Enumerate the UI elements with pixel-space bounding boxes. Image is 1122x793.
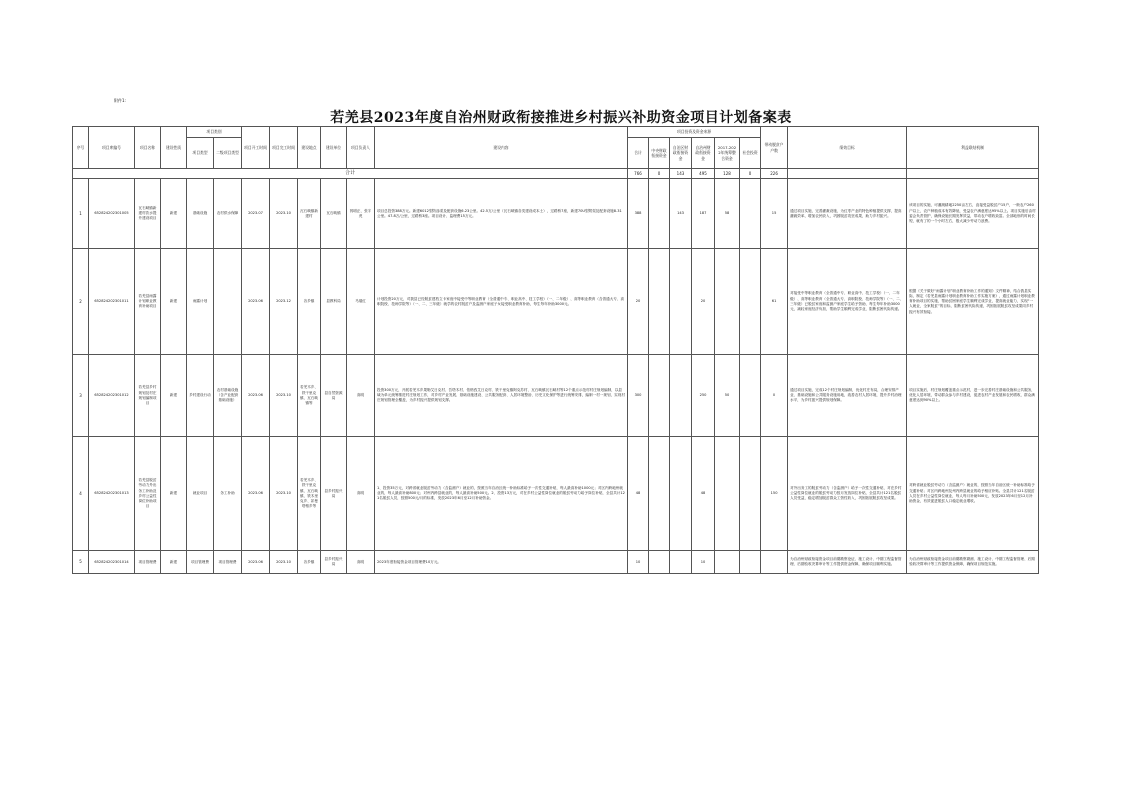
header-unit: 建设单位 xyxy=(321,127,347,169)
row-unit: 县自然资源局 xyxy=(321,355,347,437)
row-person: 高明 xyxy=(347,355,375,437)
row-start: 2023.06 xyxy=(242,249,270,355)
row-code: 652824202301005 xyxy=(89,179,135,249)
row-central xyxy=(649,437,670,551)
summary-central: 0 xyxy=(649,169,670,179)
header-end: 项目完工时间 xyxy=(270,127,298,169)
row-end: 2023.10 xyxy=(270,355,298,437)
row-person: 马瑞红 xyxy=(347,249,375,355)
row-seq: 3 xyxy=(73,355,89,437)
row-start: 2023.06 xyxy=(242,355,270,437)
header-cat1: 项目类型 xyxy=(187,138,214,169)
row-end: 2023.10 xyxy=(270,179,298,249)
summary-benefit xyxy=(907,169,1039,179)
row-integration xyxy=(715,437,740,551)
summary-row xyxy=(73,169,1039,179)
row-central xyxy=(649,551,670,574)
row-name: 瓦石峡镇新建村饮水提升建设项目 xyxy=(135,179,161,249)
header-code: 项目库编号 xyxy=(89,127,135,169)
row-households xyxy=(761,551,788,574)
header-location: 建设地点 xyxy=(298,127,321,169)
row-central xyxy=(649,179,670,249)
row-performance: 通过项目实施，完善灌溉设施，为红枣产业的特色种植提供支撑，提高灌溉效率，增加农民收入，巩固脱贫攻坚成果，助力乡村振兴。 xyxy=(788,179,907,249)
row-seq: 2 xyxy=(73,249,89,355)
header-autonomous: 自治区财政衔接资金 xyxy=(670,138,692,169)
row-seq: 5 xyxy=(73,551,89,574)
row-performance: 为自治州财政衔接资金项目前期勘察论证、施工设计、中期工程监督管理、后期验收决算审计等工作提供资金保障，确保项目顺利实施。 xyxy=(788,551,907,574)
row-social xyxy=(740,249,761,355)
row-unit: 县乡村振兴局 xyxy=(321,437,347,551)
row-person: 高明 xyxy=(347,437,375,551)
row-total: 388 xyxy=(628,179,649,249)
row-benefit: 为自治州财政衔接资金项目前期勘察勘测、施工设计、中期工程监督管理、后期验收决算审计等工作提供资金保障，确保项目规范实施。 xyxy=(907,551,1039,574)
header-person: 项目负责人 xyxy=(347,127,375,169)
row-autonomous xyxy=(670,249,692,355)
row-location: 瓦石峡镇新建村 xyxy=(298,179,321,249)
row-code: 652824202301012 xyxy=(89,355,135,437)
row-total: 20 xyxy=(628,249,649,355)
row-cat2: 农村基础设施（含产业配套基础设施） xyxy=(214,355,242,437)
row-end: 2023.10 xyxy=(270,437,298,551)
row-social xyxy=(740,551,761,574)
row-social xyxy=(740,179,761,249)
row-autonomous xyxy=(670,437,692,551)
row-central xyxy=(649,249,670,355)
row-cat1: 乡村建设行动 xyxy=(187,355,214,437)
row-benefit: 根据《关于做好“雨露计划”职业教育补助工作的通知》文件精神，结合我县实际，制定《若羌县雨露计划职业教育补助工作实施方案》，通过雨露计划职业教育补助项目的实施，帮助贫困家庭学生顺利完成学业，提高就业能力，实现“一人就业，全家脱贫”的目标，阻断贫困代际传递，巩固拓展脱贫攻坚成果同乡村振兴有效衔接。 xyxy=(907,249,1039,355)
project-table xyxy=(72,126,1039,574)
row-cat1: 雨露计划 xyxy=(187,249,214,355)
row-central xyxy=(649,355,670,437)
row-end: 2023.12 xyxy=(270,249,298,355)
row-unit: 县教科局 xyxy=(321,249,347,355)
document-title: 若羌县2023年度自治州财政衔接推进乡村振兴补助资金项目计划备案表 xyxy=(330,110,792,126)
table-row xyxy=(73,551,1039,574)
row-prefecture: 20 xyxy=(692,249,715,355)
header-social: 社会投资 xyxy=(740,138,761,169)
row-end: 2023.10 xyxy=(270,551,298,574)
row-prefecture: 187 xyxy=(692,179,715,249)
row-seq: 1 xyxy=(73,179,89,249)
row-build-type: 新建 xyxy=(161,179,187,249)
row-build-type: 新建 xyxy=(161,437,187,551)
header-integration: 2017-2022年统筹整合资金 xyxy=(715,138,740,169)
row-social xyxy=(740,437,761,551)
row-cat2 xyxy=(214,249,242,355)
row-name: 若羌县乡村规划及村庄规划编制项目 xyxy=(135,355,161,437)
summary-households: 226 xyxy=(761,169,788,179)
row-prefecture: 10 xyxy=(692,551,715,574)
row-performance: 通过项目实施，完成12个村庄规划编制，优化村庄布局，合理安排产业、基础设施和公共服务设施用地，改善农村人居环境，提升乡村治理水平，为乡村振兴提供规划保障。 xyxy=(788,355,907,437)
row-integration xyxy=(715,551,740,574)
header-central: 中央财政衔接资金 xyxy=(649,138,670,169)
row-prefecture: 48 xyxy=(692,437,715,551)
header-row-1 xyxy=(73,127,1039,138)
row-benefit: 对跨省就业脱贫劳动力（含监测户）就业的，按照当年自治区统一补助标准给予交通补贴；对区内跨地州及州内跨县就业的给予相应补贴。全县共计121名脱贫人员在乡村公益性岗位就业，每人每月补助500元，发放2023年6月至12月补助资金，有效促进脱贫人口稳定就业增收。 xyxy=(907,437,1039,551)
row-households: 15 xyxy=(761,179,788,249)
row-autonomous: 143 xyxy=(670,179,692,249)
row-start: 2023.06 xyxy=(242,551,270,574)
summary-prefecture: 495 xyxy=(692,169,715,179)
summary-performance xyxy=(788,169,907,179)
row-social xyxy=(740,355,761,437)
row-cat1: 基础设施 xyxy=(187,179,214,249)
row-autonomous xyxy=(670,355,692,437)
row-seq: 4 xyxy=(73,437,89,551)
row-location: 若羌木乡、铁干里克镇、瓦石峡镇、铁木里克乡、祁曼塔格乡等 xyxy=(298,437,321,551)
row-code: 652824202301013 xyxy=(89,437,135,551)
row-person: 郭明正、张宇虎 xyxy=(347,179,375,249)
header-performance: 绩效目标 xyxy=(788,127,907,169)
row-code: 652824202301011 xyxy=(89,249,135,355)
row-content: 1、投资35万元，对跨省就业脱贫劳动力（含监测户）就业的，按照当年自治区统一补助标准给予一次性交通补贴，每人最高补助1000元；对区内跨地州就业的，每人最高补助800元；对州内跨县就业的，每人最高补助500元。2、投资13万元，对在乡村公益性岗位就业的脱贫劳动力给予岗位补贴，全县共计121名脱贫人员，按照500元/月的标准，发放2023年6月至12月补助资金。 xyxy=(375,437,628,551)
row-build-type: 新建 xyxy=(161,551,187,574)
row-location: 若羌木乡、铁干里克镇、瓦石峡镇等 xyxy=(298,355,321,437)
header-seq: 序号 xyxy=(73,127,89,169)
header-build-type: 建设性质 xyxy=(161,127,187,169)
attachment-label: 附件1: xyxy=(114,98,126,103)
table-row xyxy=(73,437,1039,551)
row-benefit: 项目实施后，村庄规划覆盖重点示范村，进一步完善村庄基础设施和公共服务，优化人居环境，带动群众参与乡村建设，促进农村产业发展和农民增收，群众满意度达到90%以上。 xyxy=(907,355,1039,437)
row-code: 652824202301014 xyxy=(89,551,135,574)
row-name: 若羌县雨露计划职业教育补助项目 xyxy=(135,249,161,355)
summary-label: 合计 xyxy=(73,169,628,179)
row-content: 项目总投资388万元。新建6012型防渗渠及配套设施6.23公里。42.5万/公里（瓦石峡镇各类建设成本土），过路桥7座，新建70U型附渠及配套设施8.31公里。47.8万/公里，过路桥3座。项目设计、监理费15万元。 xyxy=(375,179,628,249)
row-households: 0 xyxy=(761,355,788,437)
row-start: 2023.07 xyxy=(242,179,270,249)
header-households: 带动脱贫户户数 xyxy=(761,127,788,169)
table-row xyxy=(73,355,1039,437)
row-integration: 58 xyxy=(715,179,740,249)
row-total: 10 xyxy=(628,551,649,574)
row-cat2: 农村供水保障 xyxy=(214,179,242,249)
row-households: 61 xyxy=(761,249,788,355)
row-name: 若羌县脱贫劳动力外出务工补助及乡村公益性岗位补助项目 xyxy=(135,437,161,551)
summary-integration: 128 xyxy=(715,169,740,179)
summary-total: 766 xyxy=(628,169,649,179)
row-content: 投资300万元，开展若羌木乡果勒艾日克村、吾塔木村、依格孜艾日克村、铁干里克镇阿克苏村、瓦石峡镇瓦石峡村等12个重点示范村村庄规划编制，以县域为单元统筹推进村庄规划工作，对乡村产业发展、基础设施建设、公共服务配套、人居环境整治、历史文化保护等进行统筹安排，编制一村一规划，实现村庄规划管理全覆盖，为乡村振兴提供规划支撑。 xyxy=(375,355,628,437)
row-autonomous xyxy=(670,551,692,574)
row-build-type: 新建 xyxy=(161,355,187,437)
row-benefit: 该项目的实施，可灌溉耕地2250亩左右，直接受益脱贫户15户，一般农户260户以上，农户种植成本有效降低，受益农户满意度达95%以上。项目实施后由村委会负责管护，确保设施长期发挥效益，带动农户增收致富。全部地形的时间长短，就有了的一个小时左右，极大减少劳动力浪费。 xyxy=(907,179,1039,249)
row-build-type: 新建 xyxy=(161,249,187,355)
table-row xyxy=(73,249,1039,355)
row-prefecture: 250 xyxy=(692,355,715,437)
row-start: 2023.06 xyxy=(242,437,270,551)
row-cat2: 务工补助 xyxy=(214,437,242,551)
summary-autonomous: 143 xyxy=(670,169,692,179)
row-content: 2023年度衔接资金项目管理费10万元。 xyxy=(375,551,628,574)
row-unit: 瓦石峡镇 xyxy=(321,179,347,249)
header-cat2: 二级项目类型 xyxy=(214,138,242,169)
row-name: 项目管理费 xyxy=(135,551,161,574)
row-performance: 对接受中等职业教育（全普通中专、职业高中、技工学校）（一、二年级）、高等职业教育（全普通大专、高职院校、技师学院等）（一、二、三年级）已脱贫家庭和监测户家庭学生给予资助，每生每年补助3000元，减轻家庭经济负担，帮助学生顺利完成学业，阻断贫困代际传递。 xyxy=(788,249,907,355)
header-total: 合计 xyxy=(628,138,649,169)
row-cat1: 就业项目 xyxy=(187,437,214,551)
row-cat2: 项目管理费 xyxy=(214,551,242,574)
header-content: 建设内容 xyxy=(375,127,628,169)
row-cat1: 项目管理费 xyxy=(187,551,214,574)
header-name: 项目名称 xyxy=(135,127,161,169)
row-performance: 对外出务工的脱贫劳动力（含监测户）给予一次性交通补贴，对在乡村公益性岗位就业的脱贫劳动力按月发放岗位补贴，全县共计121名脱贫人员受益，稳定增加脱贫群众工资性收入，巩固拓展脱贫攻坚成果。 xyxy=(788,437,907,551)
header-benefit: 利益联结机制 xyxy=(907,127,1039,169)
header-category-group: 项目类别 xyxy=(187,127,242,138)
row-households: 150 xyxy=(761,437,788,551)
row-unit: 县乡村振兴局 xyxy=(321,551,347,574)
header-start: 项目开工时间 xyxy=(242,127,270,169)
row-content: 计划投资20万元，对我县已经脱贫建档立卡家庭中接受中等职业教育（全普通中专、职业高中、技工学校）（一、二年级）、高等职业教育（含普通大专、高职院校、技师学院等）（一、二、三年级）就学的农村脱贫户及监测户家庭子女接受职业教育补助，每生每年补助3000元。 xyxy=(375,249,628,355)
row-total: 300 xyxy=(628,355,649,437)
table-row xyxy=(73,179,1039,249)
summary-social: 0 xyxy=(740,169,761,179)
row-location: 各乡镇 xyxy=(298,551,321,574)
row-person: 高明 xyxy=(347,551,375,574)
row-location: 各乡镇 xyxy=(298,249,321,355)
row-integration xyxy=(715,249,740,355)
row-total: 48 xyxy=(628,437,649,551)
row-integration: 50 xyxy=(715,355,740,437)
header-prefecture: 自治州财政衔接资金 xyxy=(692,138,715,169)
header-funds-group: 项目投资及资金来源 xyxy=(628,127,761,138)
